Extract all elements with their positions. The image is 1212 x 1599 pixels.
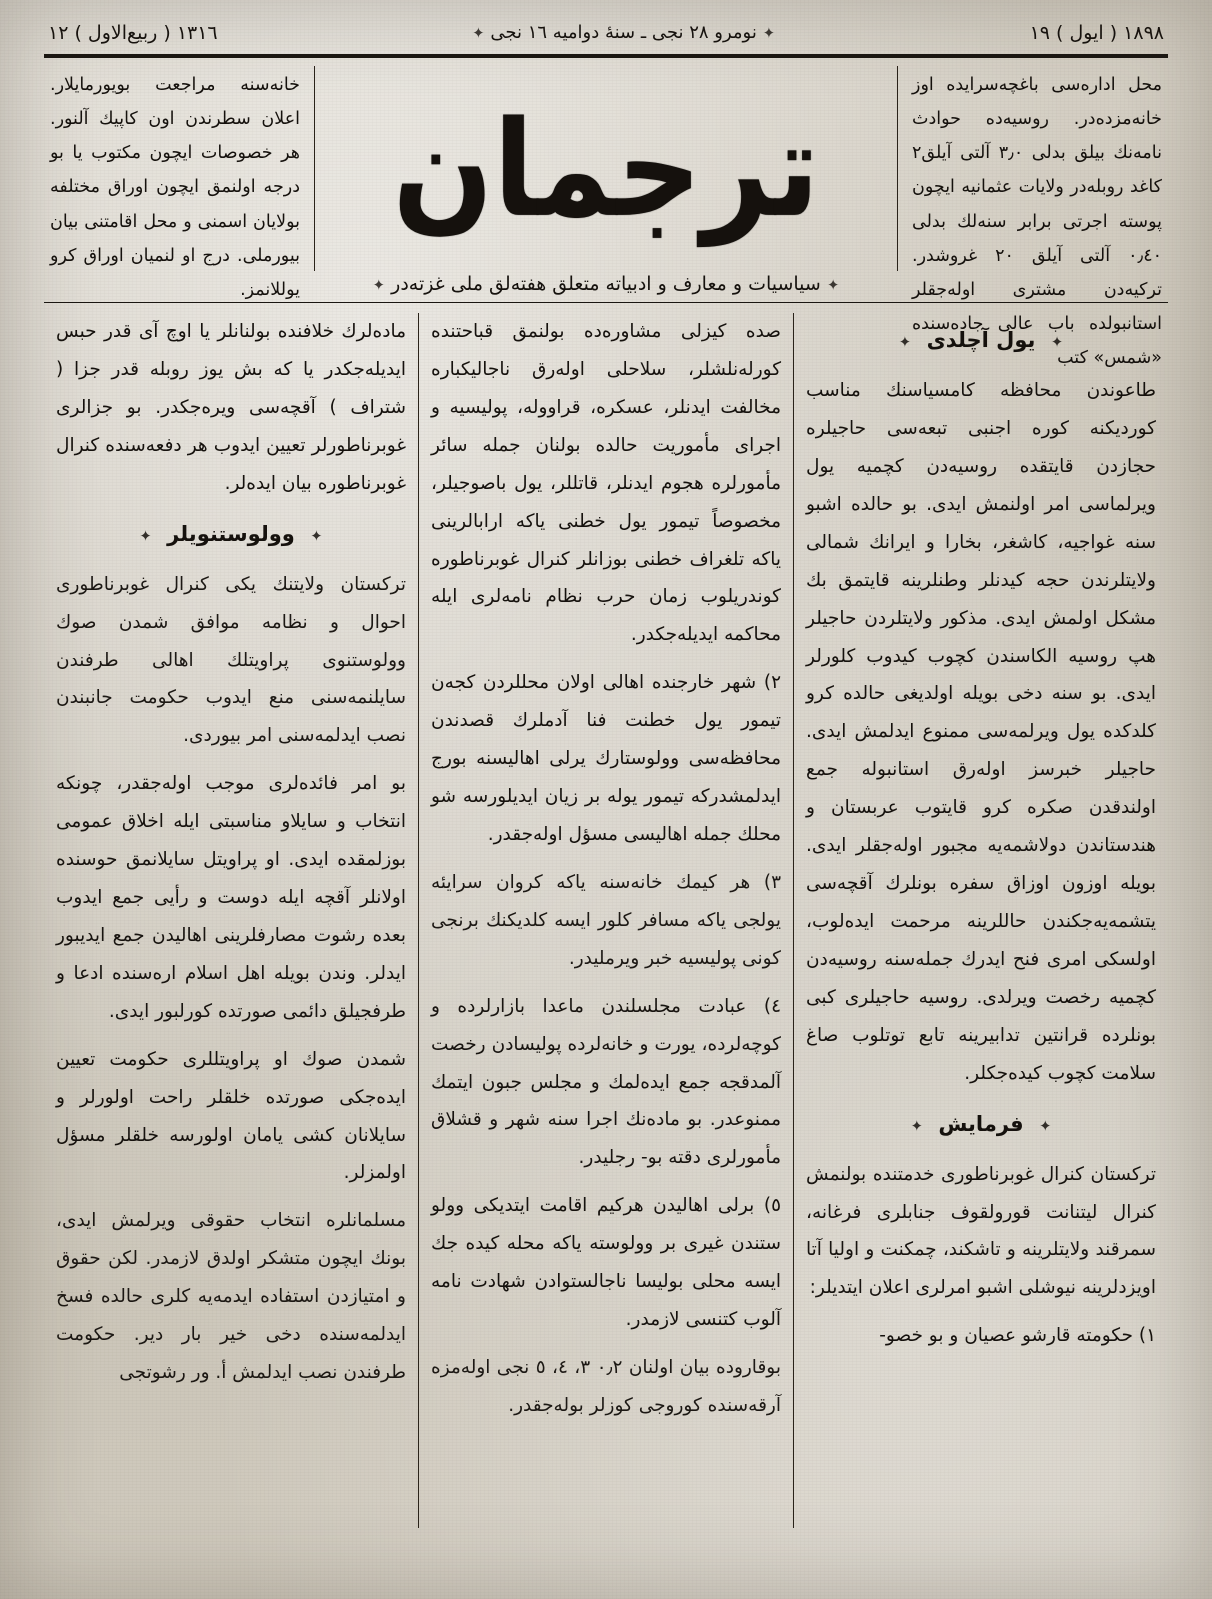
masthead-separator <box>897 66 898 271</box>
paragraph: مسلمانلره انتخاب حقوقی ویرلمش ایدی، بونك ایچون متشكر اولدق لازمدر. لكن حقوق و امتیازدن استفاده ایدمەیه كلری حالده فسخ ایدلمەسنده دخی خیر بار دیر. حكومت طرفندن نصب ایدلمش أ. ور رشوتجی <box>56 1210 406 1384</box>
paragraph: ۳) هر كیمك خانەسنه یاكه كروان سرایئه یولجی یاكه مسافر كلور ایسه كلدیكنك برنجی كونی پولیسیه خبر ویرملیدر. <box>431 871 781 969</box>
ornament-icon: ✦ <box>910 1116 924 1135</box>
paragraph: بو امر فائدەلری موجب اولەجقدر، چونكه انتخاب و سایلاو مناسبتی ایله اخلاق عمومی بوزلمقده ایدی. او پراویتل سایلانمق حوسنده اولانلر آقچه ایله دوست و رأیی جمع ایدوب بعده رشوت مصارفلرینی اهالیدن جمع ایدیبور ایدلر. وندن بویله اهل اسلام ارەسنده ادعا و طرفجیلق دائمی صورتده كورلبور ایدی. <box>56 773 406 1022</box>
masthead-office-info: خانەسنه مراجعت بویورمایلار. اعلان سطرندن اون كاپیك آلنور. هر خصوصات ایچون مكتوب یا بو درجه اولنمق ایچون اوراق مختلفه بولایان اسمنی و محل اقامتنی بیان بیورملی. درج او لنمیان اوراق كرو یوللانمز. <box>50 75 300 300</box>
ornament-icon: ✦ <box>472 24 485 42</box>
paragraph: تركستان ولایتنك یكی كنرال غوبرناطوری احوال و نظامه موافق شمدن صوك وولوستنوی پراویتلك اهالی طرفندن سایلنمەسنی منع ایدوب حكومت جانبندن نصب ایدلمەسنی امر بیوردی. <box>56 573 406 747</box>
newspaper-title-text: ترجمان <box>392 91 820 246</box>
masthead-issue-line <box>44 22 1168 48</box>
paragraph: ۲) شهر خارجنده اهالی اولان محللردن كجەن تیمور یول خطنت فنا آدملرك قصدندن محافظەسی وولوستارك یرلی اهالیسنه بورج ایدلمشدركه تیمور یوله بر زیان ایدیلورسه شو محلك جمله اهالیسی مسؤل اولەجقدر. <box>431 672 781 845</box>
ornament-icon: ✦ <box>139 526 152 545</box>
ornament-icon: ✦ <box>762 24 776 42</box>
masthead-subscription-info: محل ادارەسی باغچەسرایده اوز خانەمزدەدر. روسیەده حوادث نامەنك بیلق بدلی ۳٫۰ آلتی آیلق۲ كاغد روبلەدر ولایات عثمانیه ایچون پوسته اجرتی برابر سنەلك بدلی ۰٫٤۰ آلتی آیلق ۲۰ غروشدر. تركیەدن مشتری اولەجقلر استانبولده باب عالی جادەسنده «شمس» كتب <box>912 75 1163 368</box>
paragraph: تركستان كنرال غوبرناطوری خدمتنده بولنمش كنرال لیتنانت قورولقوف جنابلری فرغانه، سمرقند ولایتلرینه و تاشكند، چمكنت و اولیا آتا اویزدلرینه نیوشلی اشبو امرلری اعلان ایتدیلر: <box>806 1163 1156 1299</box>
paragraph: ٤) عبادت مجلسلندن ماعدا بازارلرده و كوچەلرده، یورت و خانەلرده پولیسادن رخصت آلمدقجه جمع ایدەلمك و مجلس جبون ایتمك ممنوعدر. بو مادەنك اجرا سنه شهر و قشلاق مأمورلری دقته بو- رجلیدر. <box>431 995 781 1169</box>
issue-date-left: ۱۳۱٦ ( ربیع‌الاول ) ۱۲ <box>48 22 218 44</box>
column-right <box>794 313 1168 1528</box>
paragraph: ۱) حكومته قارشو عصیان و بو خصو- <box>879 1325 1156 1347</box>
ornament-icon: ✦ <box>310 526 323 545</box>
paragraph: طاعوندن محافظه كامسیاسنك مناسب كورديكنه كوره اجنبی تبعەسی حاجیلره حجازدن قایتقده روسیەدن كچمیه یول ویرلماسی امر اولنمش ایدی. بو حالده اشبو سنه غواجیه، كاشغر، بخارا و ایرانك شمالی ولایتلرندن حجه كیدنلر وطنلرینه قایتمق بك مشكل اولمش ایدی. مذكور ولایتلردن حاجیلر هپ روسیه الكاسندن كچوب كیدوب كلورلر ایدی. بو سنه دخی بویله اولدیغی حالده كرو كلدكده یول ویرلمەسی ممنوع ایدلمش ایدی. حاجیلر خبرسز اولەرق استانبوله جمع اولندقدن صكره كرو قایتوب عربستان و هندستاندن دولاشمەیه مجبور اولەجقلر ایدی. بویله اوزون اوزاق سفره بونلرك آقچەسی یتشمەیەجكندن حاللرینه مرحمت ایدەلوب، اولسكی امری فنح ایدرك جملەسنه روسیەدن كچمیه رخصت ویرلدی. روسیه حاجیلری كبی بونلرده قرانتین تدابیرینه تابع توتلوب صاغ سلامت كچوب كیدەجكلر. <box>806 380 1156 1084</box>
masthead-divider <box>44 54 1168 58</box>
ornament-icon: ✦ <box>1050 333 1064 351</box>
ornament-icon: ✦ <box>898 333 912 351</box>
newspaper-subtitle: ✦ سیاسیات و معارف و ادبیاته متعلق هفتەلق ملی غزتەدر ✦ <box>372 273 840 295</box>
issue-date-right: ۱۸۹۸ ( ایول ) ۱۹ <box>1029 22 1164 44</box>
ornament-icon: ✦ <box>372 276 386 294</box>
newspaper-title <box>323 66 889 271</box>
column-left <box>44 313 419 1528</box>
paragraph: صده كیزلی مشاورەده بولنمق قباحتنده كورلەنلشلر، سلاحلی اولەرق ناجالیكباره مخالفت ایدنلر، عسكره، قراوولە، پولیسیه و اجرای مأموریت حالده بولنان جمله سائر مأمورلره هجوم ایدنلر، قاتللر، یول باصوجیلر، مخصوصاً تیمور یول خطنی یاكه ارابالرینی یاكه تلغراف خطنی بوزانلر كنرال غوبرناطوره كوندریلوب زمان حرب نظام نامەلری ایله محاكمه ایدیلەجكدر. <box>431 321 781 646</box>
masthead-separator <box>314 66 315 271</box>
article-heading-farmayish: ✦ فرمایش ✦ <box>910 1111 1052 1136</box>
ornament-icon: ✦ <box>826 276 840 294</box>
ornament-icon: ✦ <box>1038 1116 1052 1135</box>
paragraph: ٥) برلی اهالیدن هركیم اقامت ایتدیكی وولو ستندن غیری بر وولوسته یاكه محله كیده جك ایسه محلی بولیسا ناجالستوادن شهادت نامه آلوب كتنسی لازمدر. <box>431 1195 781 1331</box>
paragraph: مادەلرك خلافنده بولنانلر یا اوچ آی قدر حبس ایدیلەجكدر یا كه بش یوز روبله قدر جزا ( شتراف ) آقچەسی ویرەجكدر. بو جزالری غوبرناطورلر تعیین ایدوب هر دفعەسنده كنرال غوبرناطوره بیان ایدەلر. <box>56 321 406 494</box>
article-heading-volostnoylar: ✦ وولوستنویلر ✦ <box>139 521 323 546</box>
issue-number: ✦ نومرو ۲۸ نجی ـ سنۀ دوامیه ۱٦ نجی ✦ <box>472 22 776 43</box>
column-middle <box>419 313 794 1528</box>
paragraph: بوقاروده بیان اولنان ۰٫۲ ۳، ٤، ٥ نجی اولەمزه آرقەسنده كوروجی كوزلر بولەجقدر. <box>431 1356 781 1416</box>
article-columns <box>44 313 1168 1528</box>
article-heading-yol-achildi: ✦ یول آچلدی ✦ <box>898 328 1064 352</box>
paragraph: شمدن صوك او پراویتللری حكومت تعیین ایدەجكی صورتده خلقلر راحت اولورلر و سایلانان كشی یامان اولورسه خلقلر مسؤل اولمزلر. <box>56 1048 406 1184</box>
